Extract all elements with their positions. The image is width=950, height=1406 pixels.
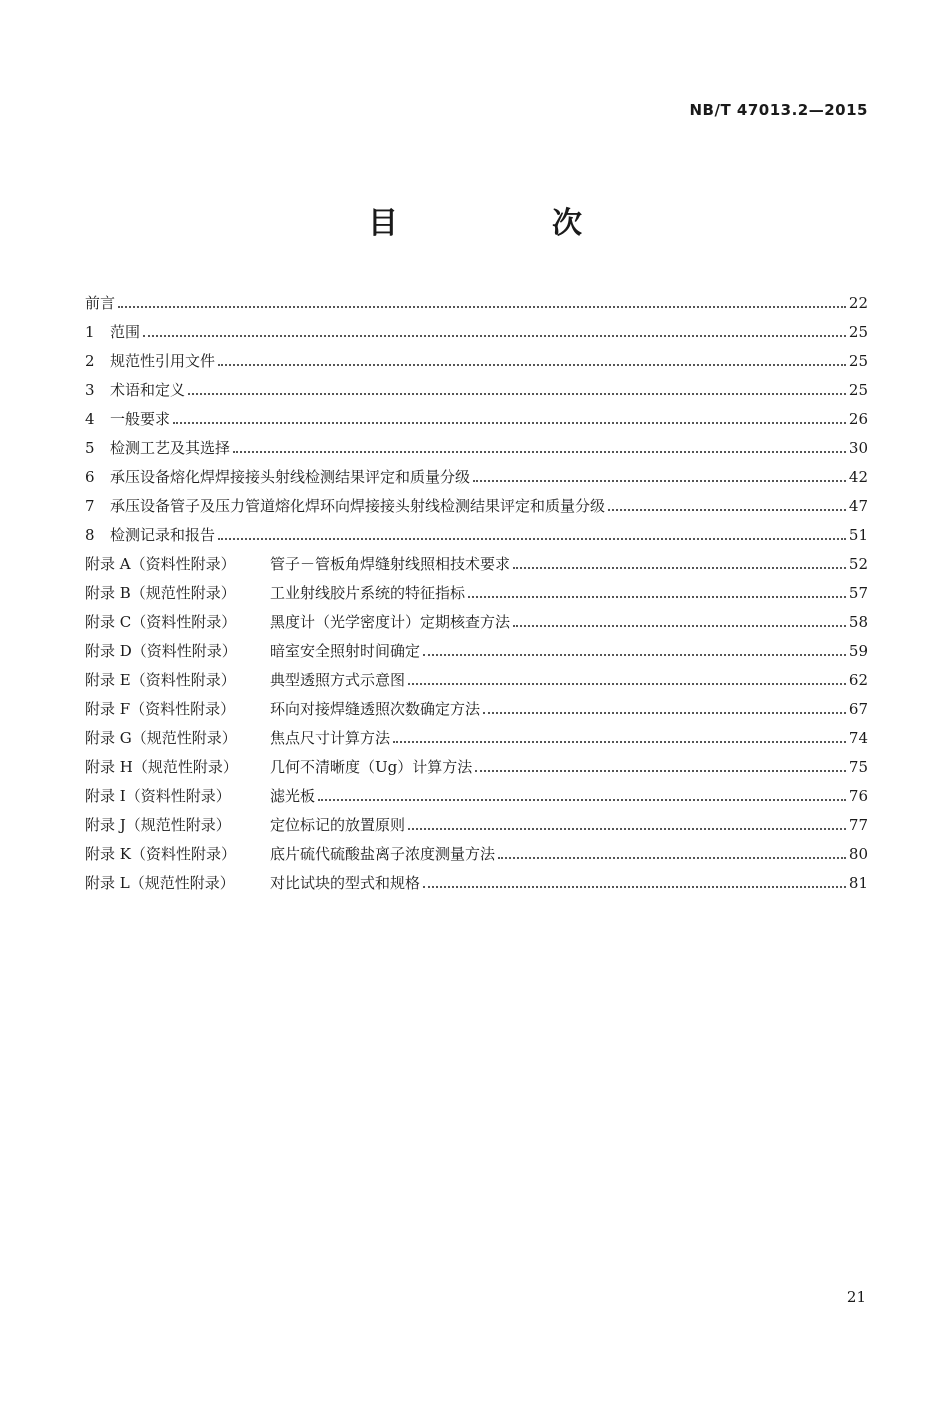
toc-entry-page: 52 <box>848 555 868 573</box>
toc-appendix-prefix: 附录 B（规范性附录） <box>85 584 236 602</box>
toc-appendix-prefix: 附录 A（资料性附录） <box>85 555 236 573</box>
toc-entry-page: 80 <box>848 845 868 863</box>
toc-appendix-prefix: 附录 H（规范性附录） <box>85 758 238 776</box>
toc-entry-page: 75 <box>848 758 868 776</box>
toc-entry-label: 检测记录和报告 <box>110 526 216 544</box>
toc-entry-label: 黑度计（光学密度计）定期核查方法 <box>270 613 511 631</box>
toc-entry-label: 术语和定义 <box>110 381 186 399</box>
toc-entry-page: 76 <box>848 787 868 805</box>
toc-entry-page: 25 <box>848 352 868 370</box>
toc-entry-page: 67 <box>848 700 868 718</box>
toc-dot-leader <box>233 450 846 453</box>
toc-dot-leader <box>218 537 846 540</box>
toc-entry[interactable] <box>85 284 868 313</box>
toc-entry[interactable] <box>85 516 868 545</box>
toc-appendix-prefix: 附录 I（资料性附录） <box>85 787 231 805</box>
toc-entry-label: 底片硫代硫酸盐离子浓度测量方法 <box>270 845 496 863</box>
toc-entry[interactable] <box>85 574 868 603</box>
toc-entry-label: 承压设备管子及压力管道熔化焊环向焊接接头射线检测结果评定和质量分级 <box>110 497 606 515</box>
toc-entry[interactable] <box>85 371 868 400</box>
toc-dot-leader <box>513 566 846 569</box>
toc-entry-page: 51 <box>848 526 868 544</box>
standard-code: NB/T 47013.2—2015 <box>689 101 868 119</box>
toc-entry[interactable] <box>85 806 868 835</box>
toc-entry-label: 工业射线胶片系统的特征指标 <box>270 584 466 602</box>
toc-entry-label: 检测工艺及其选择 <box>110 439 231 457</box>
toc-entry[interactable] <box>85 864 868 893</box>
toc-entry-number: 5 <box>85 439 95 457</box>
toc-entry-page: 22 <box>848 294 868 312</box>
toc-entry-page: 25 <box>848 323 868 341</box>
toc-dot-leader <box>483 711 846 714</box>
toc-entry[interactable] <box>85 313 868 342</box>
toc-entry-number: 3 <box>85 381 95 399</box>
toc-entry-page: 74 <box>848 729 868 747</box>
toc-entry-label: 环向对接焊缝透照次数确定方法 <box>270 700 481 718</box>
toc-dot-leader <box>218 363 846 366</box>
toc-dot-leader <box>423 653 846 656</box>
toc-appendix-prefix: 附录 D（资料性附录） <box>85 642 237 660</box>
toc-entry[interactable] <box>85 429 868 458</box>
toc-entry-page: 26 <box>848 410 868 428</box>
toc-entry[interactable] <box>85 545 868 574</box>
toc-dot-leader <box>473 479 846 482</box>
page-number: 21 <box>846 1288 866 1306</box>
toc-entry-page: 57 <box>848 584 868 602</box>
page-title: 目 次 <box>368 206 644 241</box>
toc-entry[interactable] <box>85 777 868 806</box>
toc-dot-leader <box>318 798 846 801</box>
toc-entry-number: 4 <box>85 410 95 428</box>
toc-entry-label: 定位标记的放置原则 <box>270 816 406 834</box>
toc-entry[interactable] <box>85 748 868 777</box>
toc-entry-number: 6 <box>85 468 95 486</box>
toc-entry[interactable] <box>85 603 868 632</box>
toc-appendix-prefix: 附录 J（规范性附录） <box>85 816 231 834</box>
toc-entry-number: 7 <box>85 497 95 515</box>
toc-entry[interactable] <box>85 342 868 371</box>
toc-entry-page: 25 <box>848 381 868 399</box>
toc-entry-page: 59 <box>848 642 868 660</box>
toc-dot-leader <box>513 624 846 627</box>
toc-dot-leader <box>475 769 846 772</box>
toc-entry-page: 58 <box>848 613 868 631</box>
toc-entry-label: 对比试块的型式和规格 <box>270 874 421 892</box>
toc-entry-label: 几何不清晰度（Ug）计算方法 <box>270 758 473 776</box>
toc-entry-number: 2 <box>85 352 95 370</box>
toc-entry-number: 1 <box>85 323 95 341</box>
toc-appendix-prefix: 附录 L（规范性附录） <box>85 874 235 892</box>
toc-dot-leader <box>143 334 846 337</box>
toc-entry[interactable] <box>85 835 868 864</box>
toc-entry[interactable] <box>85 458 868 487</box>
toc-dot-leader <box>118 305 846 308</box>
toc-appendix-prefix: 附录 G（规范性附录） <box>85 729 237 747</box>
toc-entry-label: 前言 <box>85 294 116 312</box>
toc-entry-page: 77 <box>848 816 868 834</box>
toc-dot-leader <box>498 856 846 859</box>
toc-dot-leader <box>608 508 846 511</box>
toc-appendix-prefix: 附录 E（资料性附录） <box>85 671 236 689</box>
toc-entry-label: 典型透照方式示意图 <box>270 671 406 689</box>
toc-entry[interactable] <box>85 400 868 429</box>
toc-entry[interactable] <box>85 719 868 748</box>
toc-entry-label: 焦点尺寸计算方法 <box>270 729 391 747</box>
toc-entry-page: 42 <box>848 468 868 486</box>
toc-entry-page: 81 <box>848 874 868 892</box>
toc-entry-label: 规范性引用文件 <box>110 352 216 370</box>
toc-entry-page: 47 <box>848 497 868 515</box>
table-of-contents <box>85 284 868 893</box>
toc-entry-page: 62 <box>848 671 868 689</box>
toc-dot-leader <box>408 682 846 685</box>
toc-appendix-prefix: 附录 F（资料性附录） <box>85 700 236 718</box>
toc-entry[interactable] <box>85 632 868 661</box>
toc-dot-leader <box>423 885 846 888</box>
toc-entry[interactable] <box>85 661 868 690</box>
toc-dot-leader <box>393 740 846 743</box>
toc-entry-label: 滤光板 <box>270 787 316 805</box>
toc-entry-label: 一般要求 <box>110 410 171 428</box>
toc-entry-number: 8 <box>85 526 95 544</box>
toc-appendix-prefix: 附录 C（资料性附录） <box>85 613 237 631</box>
toc-entry[interactable] <box>85 690 868 719</box>
toc-entry-label: 管子－管板角焊缝射线照相技术要求 <box>270 555 511 573</box>
toc-entry[interactable] <box>85 487 868 516</box>
toc-entry-label: 暗室安全照射时间确定 <box>270 642 421 660</box>
toc-entry-page: 30 <box>848 439 868 457</box>
toc-dot-leader <box>468 595 846 598</box>
toc-dot-leader <box>188 392 846 395</box>
toc-entry-label: 承压设备熔化焊焊接接头射线检测结果评定和质量分级 <box>110 468 471 486</box>
toc-dot-leader <box>408 827 846 830</box>
toc-entry-label: 范围 <box>110 323 141 341</box>
toc-dot-leader <box>173 421 846 424</box>
toc-appendix-prefix: 附录 K（资料性附录） <box>85 845 236 863</box>
